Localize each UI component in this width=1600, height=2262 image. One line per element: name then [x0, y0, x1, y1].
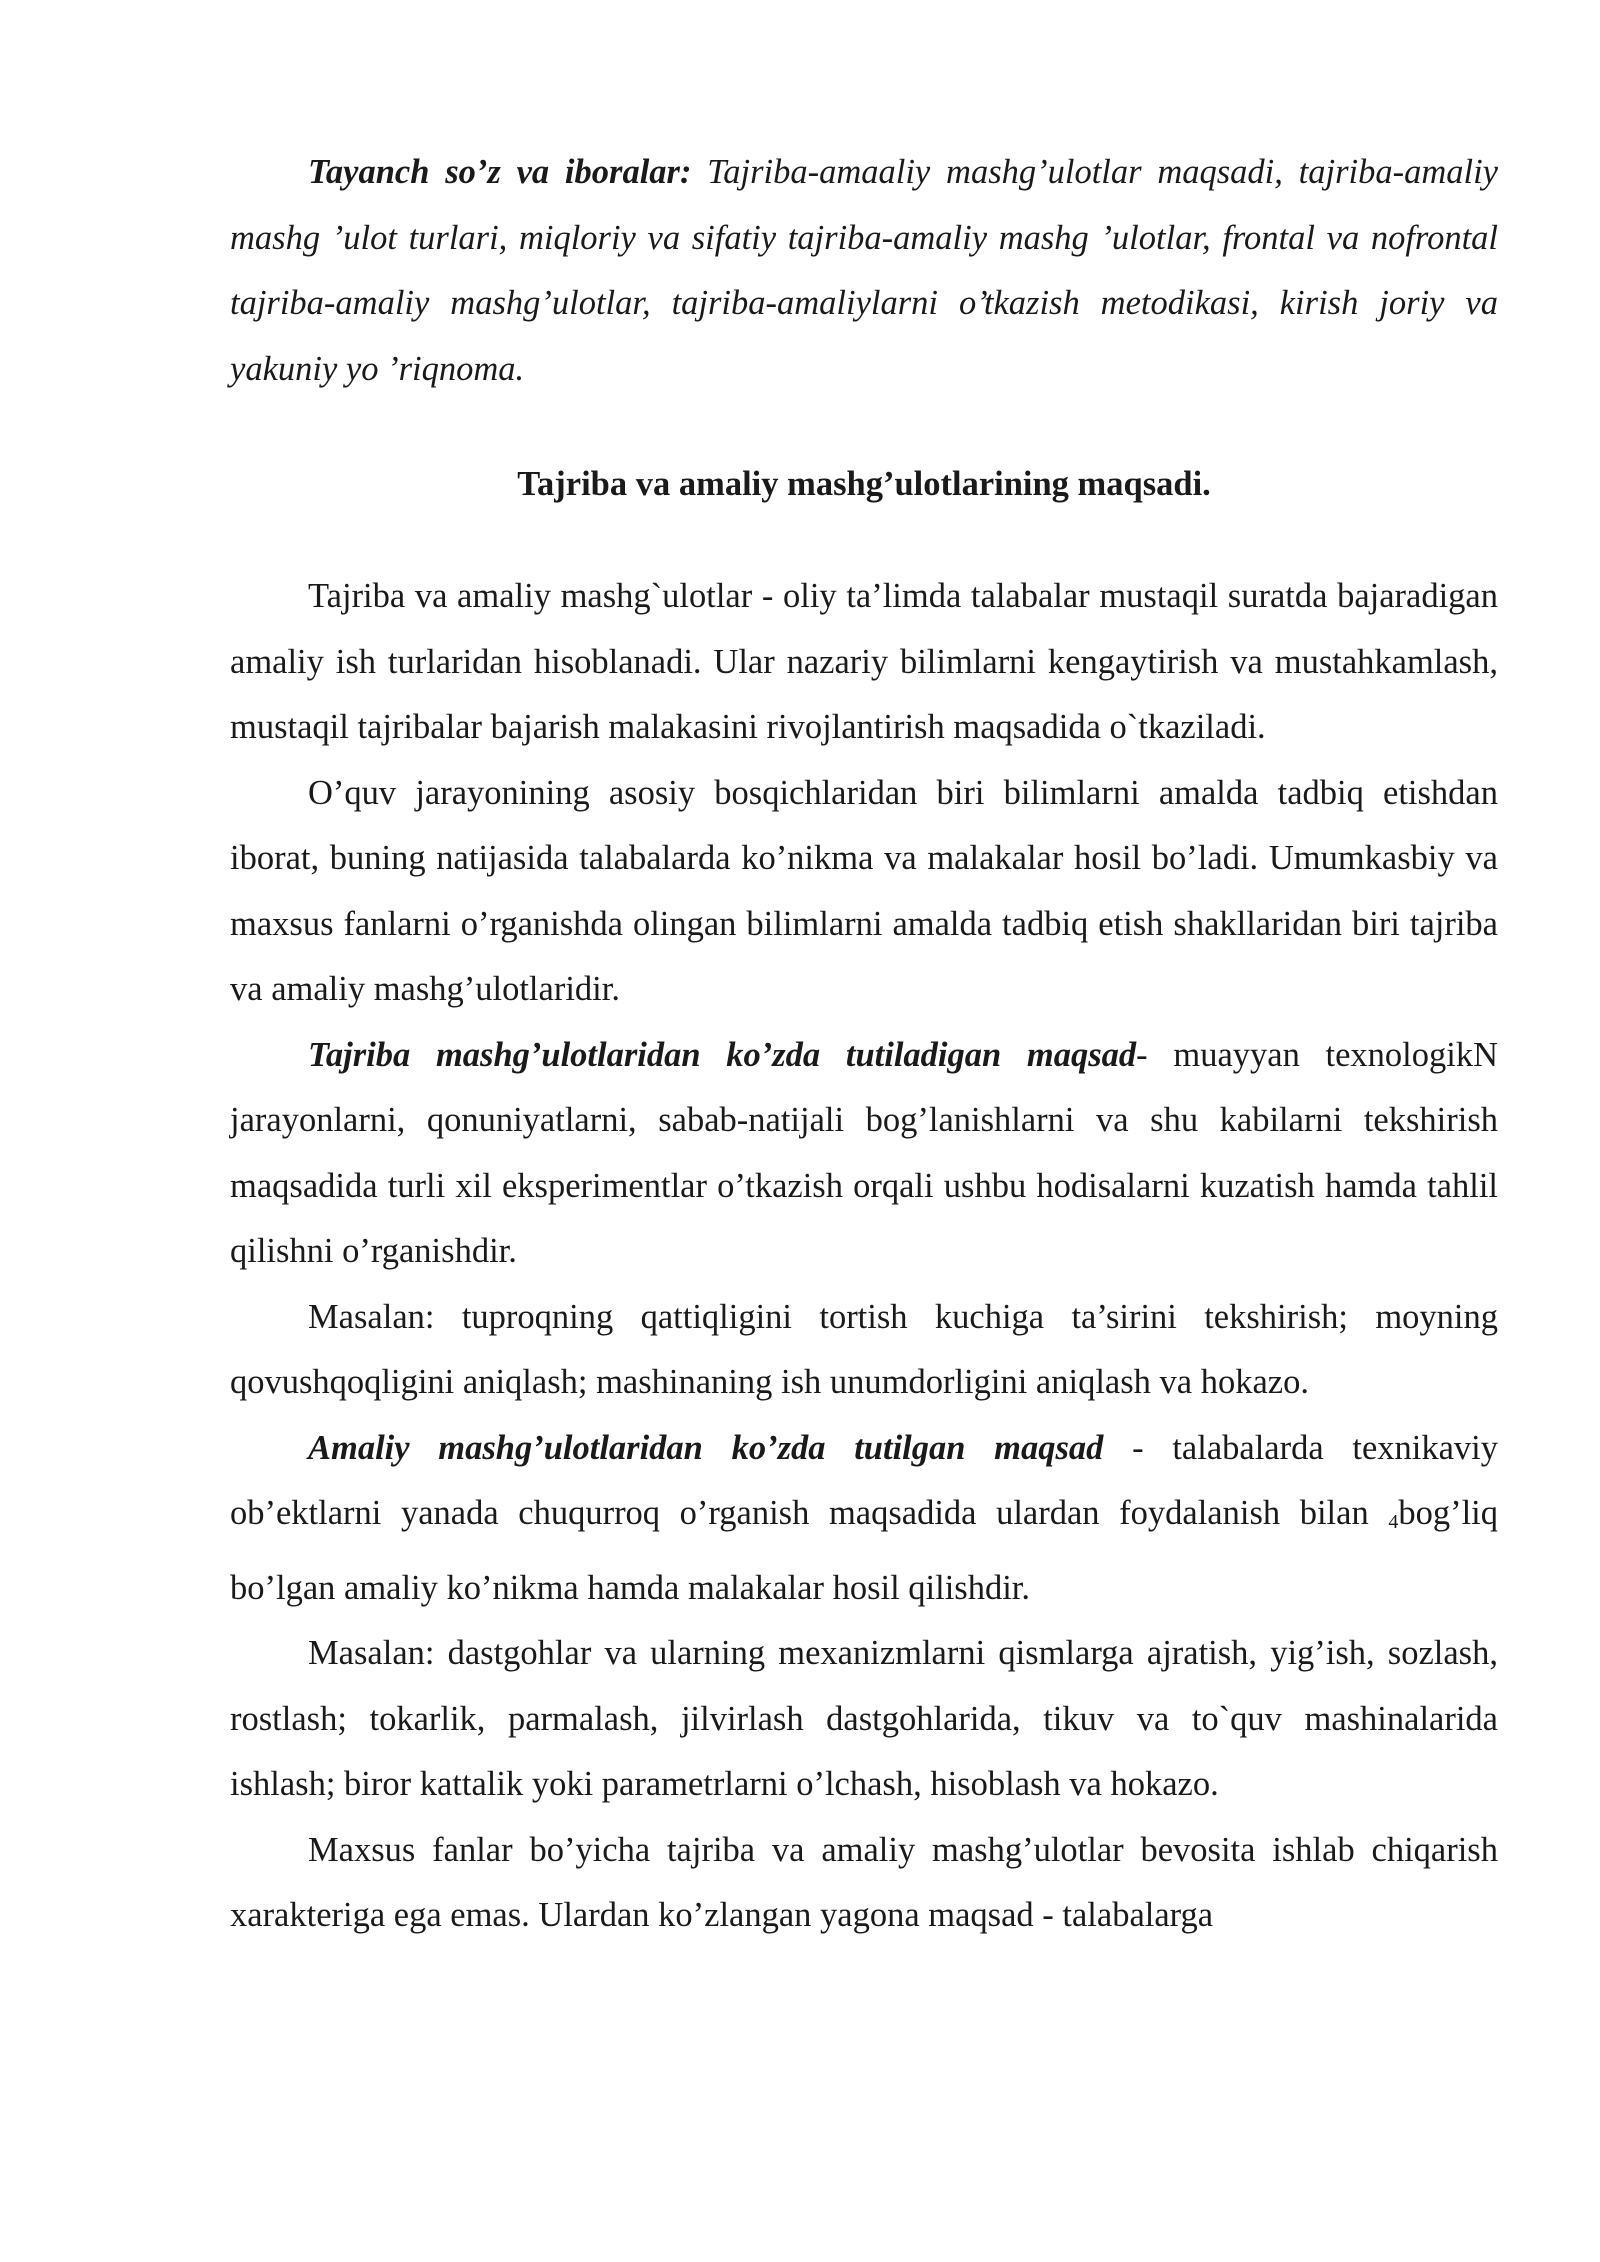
page-number: 4: [1388, 1511, 1399, 1533]
paragraph-2: O’quv jarayonining asosiy bosqichlaridan biri bilimlarni amalda tadbiq etishdan iborat, buning natijasida talabalarda ko’nikma va malakalar hosil bo’ladi. Umumkasbiy va maxsus fanlarni o’rganishda olingan bilimlarni amalda tadbiq etish shakllaridan biri tajriba va amaliy mashg’ulotlaridir.: [230, 773, 1498, 1008]
paragraph-5-bold-term: Amaliy mashg’ulotlaridan ko’zda tutilgan maqsad: [308, 1428, 1104, 1467]
paragraph-7: Maxsus fanlar bo’yicha tajriba va amaliy mashg’ulotlar bevosita ishlab chiqarish xarakteriga ega emas. Ulardan ko’zlangan yagona maqsad - talabalarga: [230, 1830, 1498, 1934]
paragraph-1: Tajriba va amaliy mashg`ulotlar - oliy ta’limda talabalar mustaqil suratda bajaradigan amaliy ish turlaridan hisoblanadi. Ular nazariy bilimlarni kengaytirish va mustahkamlash, mustaqil tajribalar bajarish malakasini rivojlantirish maqsadida o`tkaziladi.: [230, 577, 1498, 746]
keywords-text: Tajriba-amaaliy mashg’ulotlar maqsadi, tajriba-amaliy mashg ’ulot turlari, miqloriy va sifatiy tajriba-amaliy mashg ’ulotlar, frontal va nofrontal tajriba-amaliy mashg’ulotlar, tajriba-amaliylarni o’tkazish metodikasi, kirish joriy va yakuniy yo ’riqnoma.: [230, 153, 1498, 388]
paragraph-3: [230, 1023, 1498, 1285]
section-heading: Tajriba va amaliy mashg’ulotlarining maqsadi.: [517, 465, 1211, 503]
paragraph-3-bold-term: Tajriba mashg’ulotlaridan ko’zda tutiladigan maqsad: [308, 1035, 1137, 1074]
paragraph-5-text-a: - talabalarda texnikaviy ob’ektlarni yanada chuqurroq o’rganish maqsadida ulardan foydalanish bilan: [230, 1428, 1498, 1532]
paragraph-5: [230, 1416, 1498, 1622]
paragraph-5-text-b: bog’liq bo’lgan amaliy ko’nikma hamda malakalar hosil qilishdir.: [230, 1494, 1498, 1607]
keywords-paragraph: [230, 140, 1498, 402]
paragraph-3-text: - muayyan texnologikN jarayonlarni, qonuniyatlarni, sabab-natijali bog’lanishlarni va shu kabilarni tekshirish maqsadida turli xil eksperimentlar o’tkazish orqali ushbu hodisalarni kuzatish hamda tahlil qilishni o’rganishdir.: [230, 1035, 1499, 1270]
paragraph-4: Masalan: tuproqning qattiqligini tortish kuchiga ta’sirini tekshirish; moyning qovushqoqligini aniqlash; mashinaning ish unumdorligini aniqlash va hokazo.: [230, 1297, 1498, 1401]
paragraph-6: Masalan: dastgohlar va ularning mexanizmlarni qismlarga ajratish, yig’ish, sozlash, rostlash; tokarlik, parmalash, jilvirlash dastgohlarida, tikuv va to`quv mashinalarida ishlash; biror kattalik yoki parametrlarni o’lchash, hisoblash va hokazo.: [230, 1634, 1498, 1803]
keywords-label: Tayanch so’z va iboralar:: [308, 153, 692, 191]
